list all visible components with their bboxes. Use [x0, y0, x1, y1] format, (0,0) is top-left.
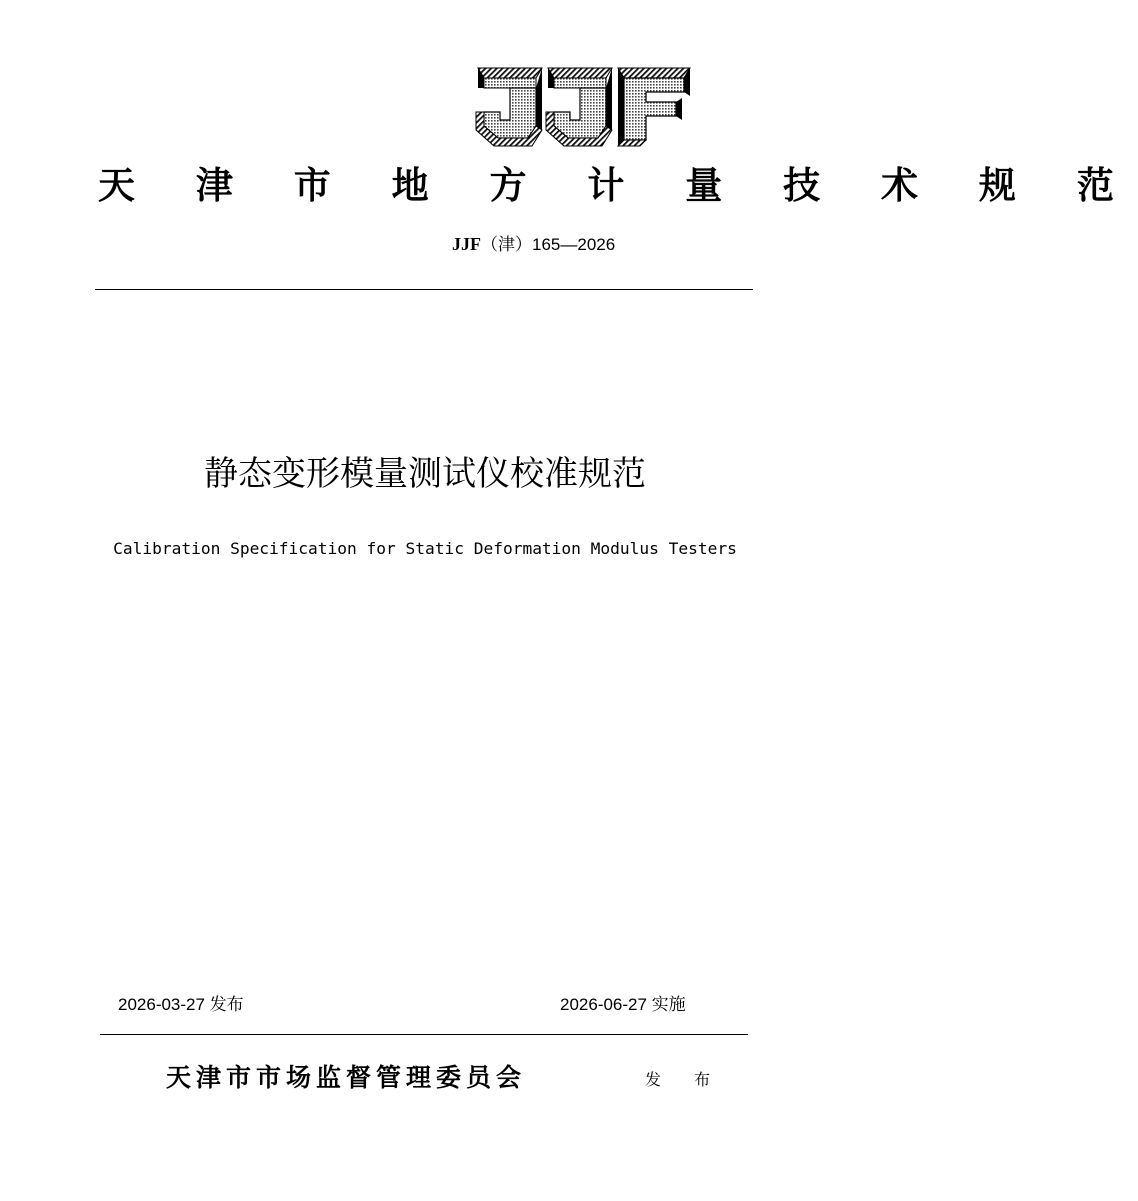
document-code-number: （津）165—2026 [481, 235, 616, 254]
document-code-prefix: JJF [452, 234, 481, 254]
top-divider [95, 289, 753, 290]
logo-letter-j1 [476, 68, 542, 146]
logo-letter-j2 [546, 68, 612, 146]
publisher-name: 天津市市场监督管理委员会 [166, 1063, 527, 1092]
jjf-logo [470, 60, 695, 150]
publish-label: 发 布 [645, 1070, 725, 1089]
document-code [452, 232, 615, 257]
document-title-chinese: 静态变形模量测试仪校准规范 [204, 454, 646, 494]
implementation-date: 2026-06-27 实施 [560, 995, 686, 1014]
bottom-divider [100, 1034, 748, 1035]
logo-letter-f [618, 68, 690, 146]
issue-date: 2026-03-27 发布 [118, 995, 244, 1014]
issuer-title: 天 津 市 地 方 计 量 技 术 规 范 [98, 163, 1138, 207]
document-title-english: Calibration Specification for Static Deformation Modulus Testers [113, 539, 737, 558]
